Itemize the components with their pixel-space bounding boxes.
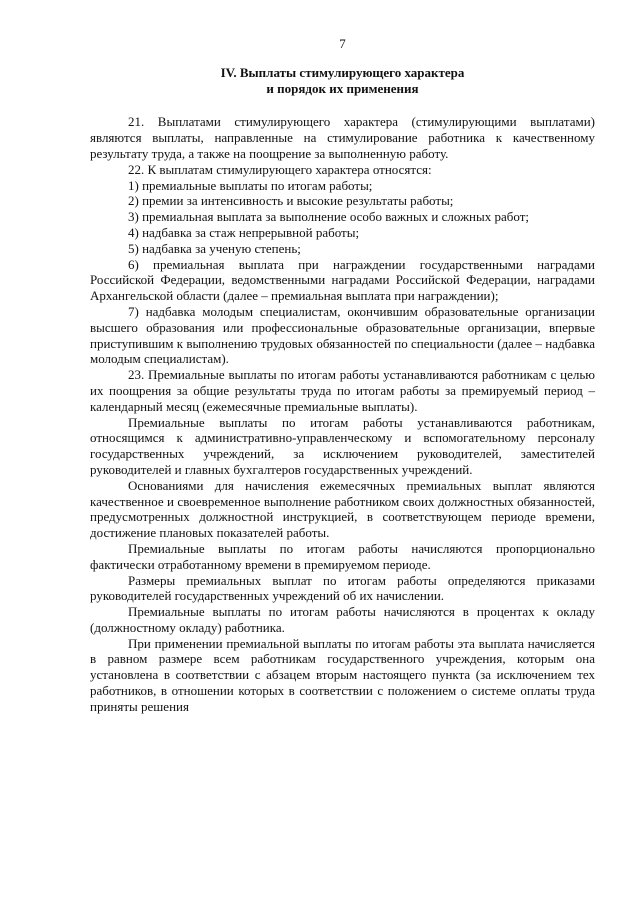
section-heading-line-2: и порядок их применения [266, 80, 419, 96]
document-body [90, 114, 595, 714]
paragraph: При применении премиальной выплаты по итогам работы эта выплата начисляется в равном размере всем работникам государственного учреждения, которым она установлена в соответствии с абзацем вторым настоящего пункта (за исключением тех работников, в отношении которых в соответствии с положением о системе оплаты труда приняты решения [90, 635, 595, 714]
paragraph: Премиальные выплаты по итогам работы устанавливаются работникам, относящимся к административно-управленческому и вспомогательному персоналу государственных учреждений, за исключением руководителей, заместителей руководителей и главных бухгалтеров государственных учреждений. [90, 414, 595, 477]
list-item: 3) премиальная выплата за выполнение особо важных и сложных работ; [128, 209, 530, 225]
document-page [90, 36, 595, 715]
paragraph: Основаниями для начисления ежемесячных премиальных выплат являются качественное и своевременное выполнение работником своих должностных обязанностей, предусмотренных должностной инструкцией, в соответствующем периоде времени, достижение плановых показателей работы. [90, 477, 595, 541]
list-item: 5) надбавка за ученую степень; [128, 240, 301, 256]
page-number: 7 [339, 36, 346, 51]
paragraph-21: 21. Выплатами стимулирующего характера (стимулирующими выплатами) являются выплаты, направленные на стимулирование работника к качественному результату труда, а также на поощрение за выполненную работу. [90, 114, 595, 161]
section-heading-line-1: IV. Выплаты стимулирующего характера [220, 64, 465, 80]
paragraph: Размеры премиальных выплат по итогам работы определяются приказами руководителей государственных учреждений об их начислении. [90, 572, 595, 604]
paragraph-22: 22. К выплатам стимулирующего характера относятся: [128, 161, 432, 177]
paragraph: Премиальные выплаты по итогам работы начисляются пропорционально фактически отработанному времени в премируемом периоде. [90, 540, 595, 572]
list-item: 4) надбавка за стаж непрерывной работы; [128, 224, 360, 240]
paragraph-23: 23. Премиальные выплаты по итогам работы устанавливаются работникам с целью их поощрения за общие результаты труда по итогам работы за премируемый период – календарный месяц (ежемесячные премиальные выплаты). [90, 367, 595, 414]
list-item: 6) премиальная выплата при награждении государственными наградами Российской Федерации, ведомственными наградами Российской Федерации, наградами Архангельской области (далее – премиальная выплата при награждении); [90, 256, 595, 304]
paragraph: Премиальные выплаты по итогам работы начисляются в процентах к окладу (должностному окладу) работника. [90, 604, 595, 635]
section-heading [90, 65, 595, 97]
list-item: 7) надбавка молодым специалистам, окончившим образовательные организации высшего образования или профессиональные образовательные организации, впервые приступившим к выполнению трудовых обязанностей по специальности (далее – надбавка молодым специалистам). [90, 303, 595, 367]
list-item: 1) премиальные выплаты по итогам работы; [128, 177, 373, 193]
list-item: 2) премии за интенсивность и высокие результаты работы; [128, 193, 454, 209]
